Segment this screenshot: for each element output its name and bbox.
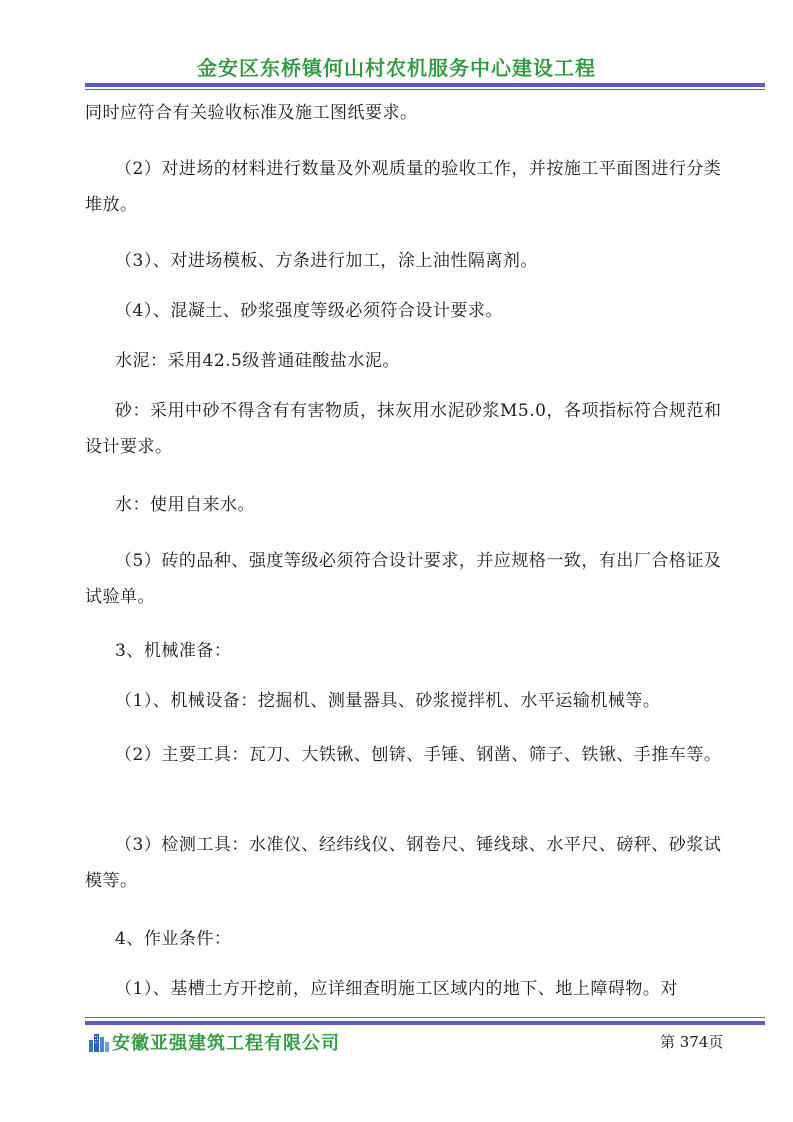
paragraph: （2）主要工具：瓦刀、大铁锹、刨锛、手锤、钢凿、筛子、铁锹、手推车等。: [115, 745, 722, 765]
building-logo-icon: [88, 1031, 110, 1053]
paragraph: （4）、混凝土、砂浆强度等级必须符合设计要求。: [115, 301, 503, 321]
header-rule-thin: [85, 89, 765, 90]
footer-rule-thin: [85, 1017, 765, 1018]
paragraph: 同时应符合有关验收标准及施工图纸要求。: [85, 103, 418, 123]
paragraph: （2）对进场的材料进行数量及外观质量的验收工作，并按施工平面图进行分类堆放。: [85, 159, 722, 215]
page-header-title: 金安区东桥镇何山村农机服务中心建设工程: [197, 56, 596, 80]
paragraph: （1）、基槽土方开挖前，应详细查明施工区域内的地下、地上障碍物。对: [115, 979, 678, 999]
paragraph: （5）砖的品种、强度等级必须符合设计要求，并应规格一致，有出厂合格证及试验单。: [85, 551, 722, 607]
paragraph: 4、作业条件：: [115, 929, 232, 949]
paragraph: 水：使用自来水。: [115, 495, 255, 515]
paragraph: （3）检测工具：水准仪、经纬线仪、钢卷尺、锤线球、水平尺、磅秤、砂浆试模等。: [85, 835, 722, 891]
footer-company-name: 安徽亚强建筑工程有限公司: [112, 1033, 340, 1054]
paragraph: （3）、对进场模板、方条进行加工，涂上油性隔离剂。: [115, 251, 538, 271]
paragraph: 砂：采用中砂不得含有有害物质，抹灰用水泥砂浆M5.0，各项指标符合规范和设计要求。: [85, 401, 722, 457]
paragraph: 3、机械准备：: [115, 641, 232, 661]
footer-rule-thick: [85, 1021, 765, 1025]
header-rule-thick: [85, 83, 765, 87]
page-number: 第 374页: [660, 1033, 724, 1051]
paragraph: （1）、机械设备：挖掘机、测量器具、砂浆搅拌机、水平运输机械等。: [115, 691, 661, 711]
paragraph: 水泥：采用42.5级普通硅酸盐水泥。: [115, 351, 400, 371]
